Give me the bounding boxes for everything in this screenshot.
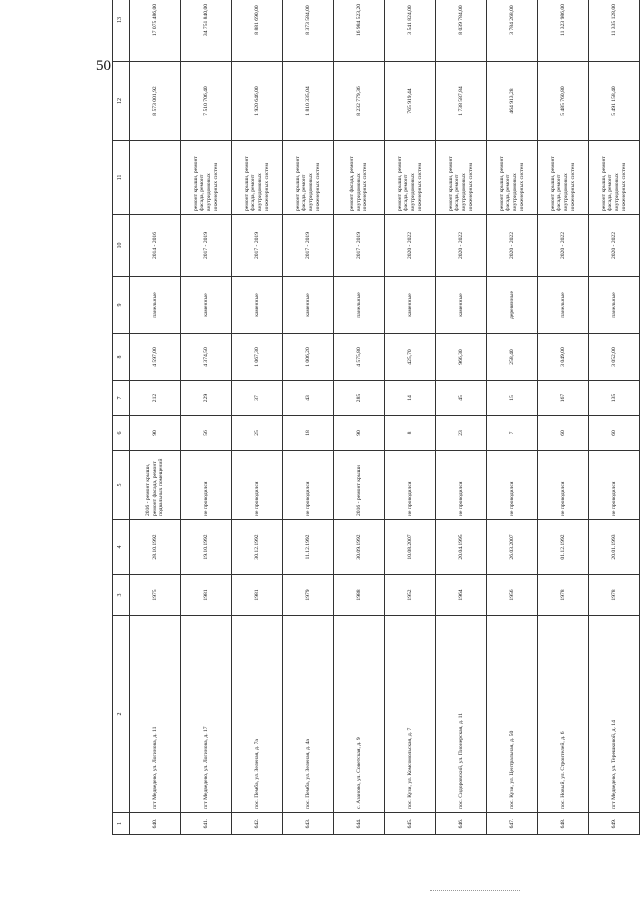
year-built-cell: 1964 bbox=[436, 575, 487, 616]
repair-period-cell: 2014 - 2016 bbox=[130, 215, 181, 277]
repair-period-cell: 2017 - 2019 bbox=[181, 215, 232, 277]
table-row bbox=[283, 0, 334, 835]
header-cell: 4 bbox=[113, 520, 130, 575]
wall-material-cell: панельные bbox=[130, 277, 181, 334]
residents-cell: 45 bbox=[436, 381, 487, 416]
table-row bbox=[589, 0, 640, 835]
area-cell: 4 374,50 bbox=[181, 334, 232, 381]
year-built-cell: 1988 bbox=[334, 575, 385, 616]
total-cost-cell: 8 373 584,00 bbox=[283, 0, 334, 62]
address-cell: пос. Кузи, ул. Комсомольская, д. 7 bbox=[385, 616, 436, 813]
total-cost-cell: 11 335 128,00 bbox=[589, 0, 640, 62]
previous-repair-cell: не проводился bbox=[538, 451, 589, 520]
planned-works-cell: ремонт крыши, ремонт фасада, ремонт внутридомовых инженерных систем bbox=[181, 141, 232, 215]
row-number-cell: 646. bbox=[436, 813, 487, 835]
residents-cell: 229 bbox=[181, 381, 232, 416]
area-cell: 4 575,80 bbox=[334, 334, 385, 381]
table-row bbox=[487, 0, 538, 835]
planned-works-cell: ремонт крыши, ремонт фасада, ремонт внутридомовых инженерных систем bbox=[436, 141, 487, 215]
header-cell: 2 bbox=[113, 616, 130, 813]
cost-cell: 5 485 760,80 bbox=[538, 62, 589, 141]
previous-repair-cell: 2016 - ремонт крыши bbox=[334, 451, 385, 520]
year-built-cell: 1956 bbox=[487, 575, 538, 616]
year-built-cell: 1978 bbox=[589, 575, 640, 616]
area-cell: 3 052,00 bbox=[589, 334, 640, 381]
residents-cell: 15 bbox=[487, 381, 538, 416]
date-cell: 01.12.1992 bbox=[538, 520, 589, 575]
date-cell: 19.10.1992 bbox=[181, 520, 232, 575]
apartments-cell: 90 bbox=[130, 416, 181, 451]
header-cell: 10 bbox=[113, 215, 130, 277]
year-built-cell: 1952 bbox=[385, 575, 436, 616]
cost-cell: 464 913,28 bbox=[487, 62, 538, 141]
year-built-cell: 1979 bbox=[283, 575, 334, 616]
total-cost-cell: 34 751 840,00 bbox=[181, 0, 232, 62]
cost-cell: 8 573 001,92 bbox=[130, 62, 181, 141]
residents-cell: 285 bbox=[334, 381, 385, 416]
wall-material-cell: каменные bbox=[436, 277, 487, 334]
total-cost-cell: 3 541 824,00 bbox=[385, 0, 436, 62]
header-cell: 3 bbox=[113, 575, 130, 616]
wall-material-cell: деревянные bbox=[487, 277, 538, 334]
planned-works-cell: ремонт крыши, ремонт фасада, ремонт внутридомовых инженерных систем bbox=[487, 141, 538, 215]
date-cell: 30.12.1992 bbox=[232, 520, 283, 575]
row-number-cell: 643. bbox=[283, 813, 334, 835]
date-cell: 30.09.1992 bbox=[334, 520, 385, 575]
wall-material-cell: каменные bbox=[232, 277, 283, 334]
total-cost-cell: 8 881 690,00 bbox=[232, 0, 283, 62]
address-cell: пос. Новый, ул. Строителей, д. 6 bbox=[538, 616, 589, 813]
table-row bbox=[385, 0, 436, 835]
cost-cell: 5 491 158,40 bbox=[589, 62, 640, 141]
residents-cell: 43 bbox=[283, 381, 334, 416]
row-number-cell: 642. bbox=[232, 813, 283, 835]
apartments-cell: 60 bbox=[538, 416, 589, 451]
planned-works-cell: ремонт крыши, ремонт фасада, ремонт внутридомовых инженерных систем bbox=[385, 141, 436, 215]
apartments-cell: 25 bbox=[232, 416, 283, 451]
total-cost-cell: 8 039 784,00 bbox=[436, 0, 487, 62]
address-cell: пос. Сидоровский, ул. Пионерская, д. 11 bbox=[436, 616, 487, 813]
planned-works-cell: ремонт крыши, ремонт фасада, ремонт внутридомовых инженерных систем bbox=[283, 141, 334, 215]
cost-cell: 1 810 335,04 bbox=[283, 62, 334, 141]
planned-works-cell: ремонт крыши, ремонт фасада, ремонт внутридомовых инженерных систем bbox=[232, 141, 283, 215]
repair-period-cell: 2017 - 2019 bbox=[334, 215, 385, 277]
housing-repair-table bbox=[112, 0, 640, 835]
wall-material-cell: каменные bbox=[181, 277, 232, 334]
table-row bbox=[334, 0, 385, 835]
header-cell: 11 bbox=[113, 141, 130, 215]
table-row bbox=[538, 0, 589, 835]
header-cell: 9 bbox=[113, 277, 130, 334]
area-cell: 966,30 bbox=[436, 334, 487, 381]
previous-repair-cell: не проводился bbox=[487, 451, 538, 520]
rotated-register-table bbox=[112, 3, 632, 835]
apartments-cell: 23 bbox=[436, 416, 487, 451]
repair-period-cell: 2020 - 2022 bbox=[487, 215, 538, 277]
planned-works-cell: ремонт крыши, ремонт фасада, ремонт внутридомовых инженерных систем bbox=[538, 141, 589, 215]
residents-cell: 37 bbox=[232, 381, 283, 416]
year-built-cell: 1978 bbox=[538, 575, 589, 616]
wall-material-cell: панельные bbox=[538, 277, 589, 334]
row-number-cell: 640. bbox=[130, 813, 181, 835]
total-cost-cell: 17 075 486,00 bbox=[130, 0, 181, 62]
previous-repair-cell: 2016 - ремонт крыши, ремонт фасада, ремонт подвальных помещений bbox=[130, 451, 181, 520]
cost-cell: 765 919,44 bbox=[385, 62, 436, 141]
total-cost-cell: 11 323 986,00 bbox=[538, 0, 589, 62]
planned-works-cell: ремонт фасада, ремонт внутридомовых инженерных систем bbox=[334, 141, 385, 215]
apartments-cell: 56 bbox=[181, 416, 232, 451]
row-number-cell: 644. bbox=[334, 813, 385, 835]
header-cell: 1 bbox=[113, 813, 130, 835]
previous-repair-cell: не проводился bbox=[283, 451, 334, 520]
wall-material-cell: панельные bbox=[589, 277, 640, 334]
area-cell: 3 049,00 bbox=[538, 334, 589, 381]
header-cell: 7 bbox=[113, 381, 130, 416]
address-cell: с. Азаново, ул. Советская, д. 9 bbox=[334, 616, 385, 813]
area-cell: 425,70 bbox=[385, 334, 436, 381]
area-cell: 4 597,00 bbox=[130, 334, 181, 381]
apartments-cell: 18 bbox=[283, 416, 334, 451]
header-cell: 5 bbox=[113, 451, 130, 520]
apartments-cell: 90 bbox=[334, 416, 385, 451]
table-row bbox=[232, 0, 283, 835]
apartments-cell: 8 bbox=[385, 416, 436, 451]
row-number-cell: 647. bbox=[487, 813, 538, 835]
total-cost-cell: 16 984 523,20 bbox=[334, 0, 385, 62]
previous-repair-cell: не проводился bbox=[232, 451, 283, 520]
date-cell: 10.08.2007 bbox=[385, 520, 436, 575]
header-cell: 8 bbox=[113, 334, 130, 381]
wall-material-cell: каменные bbox=[283, 277, 334, 334]
previous-repair-cell: не проводился bbox=[181, 451, 232, 520]
repair-period-cell: 2020 - 2022 bbox=[436, 215, 487, 277]
repair-period-cell: 2020 - 2022 bbox=[589, 215, 640, 277]
row-number-cell: 649. bbox=[589, 813, 640, 835]
date-cell: 20.01.1993 bbox=[589, 520, 640, 575]
area-cell: 1 067,30 bbox=[232, 334, 283, 381]
row-number-cell: 641. bbox=[181, 813, 232, 835]
residents-cell: 14 bbox=[385, 381, 436, 416]
repair-period-cell: 2020 - 2022 bbox=[385, 215, 436, 277]
previous-repair-cell: не проводился bbox=[385, 451, 436, 520]
row-number-cell: 645. bbox=[385, 813, 436, 835]
year-built-cell: 1975 bbox=[130, 575, 181, 616]
header-cell: 12 bbox=[113, 62, 130, 141]
previous-repair-cell: не проводился bbox=[589, 451, 640, 520]
page-number: 50 bbox=[96, 58, 111, 74]
date-cell: 26.03.2007 bbox=[487, 520, 538, 575]
repair-period-cell: 2017 - 2019 bbox=[232, 215, 283, 277]
date-cell: 11.12.1992 bbox=[283, 520, 334, 575]
residents-cell: 167 bbox=[538, 381, 589, 416]
header-cell: 6 bbox=[113, 416, 130, 451]
header-cell: 13 bbox=[113, 0, 130, 62]
total-cost-cell: 3 784 268,00 bbox=[487, 0, 538, 62]
scan-artifact bbox=[430, 886, 520, 891]
wall-material-cell: панельные bbox=[334, 277, 385, 334]
address-cell: пос. Пемба, ул. Зеленая, д. 7а bbox=[232, 616, 283, 813]
table-row bbox=[130, 0, 181, 835]
residents-cell: 212 bbox=[130, 381, 181, 416]
apartments-cell: 60 bbox=[589, 416, 640, 451]
address-cell: пгт Медведево, ул. Логинова, д. 17 bbox=[181, 616, 232, 813]
planned-works-cell bbox=[130, 141, 181, 215]
address-cell: пгт Медведево, ул. Логинова, д. 11 bbox=[130, 616, 181, 813]
area-cell: 258,40 bbox=[487, 334, 538, 381]
address-cell: пгт Медведево, ул. Терешковой, д. 14 bbox=[589, 616, 640, 813]
year-built-cell: 1981 bbox=[181, 575, 232, 616]
table-row bbox=[181, 0, 232, 835]
table-row bbox=[436, 0, 487, 835]
cost-cell: 8 232 779,36 bbox=[334, 62, 385, 141]
repair-period-cell: 2020 - 2022 bbox=[538, 215, 589, 277]
header-row bbox=[113, 0, 130, 835]
apartments-cell: 7 bbox=[487, 416, 538, 451]
previous-repair-cell: не проводился bbox=[436, 451, 487, 520]
area-cell: 1 006,20 bbox=[283, 334, 334, 381]
table-body bbox=[113, 0, 640, 835]
row-number-cell: 648. bbox=[538, 813, 589, 835]
date-cell: 28.10.1992 bbox=[130, 520, 181, 575]
cost-cell: 1 920 646,00 bbox=[232, 62, 283, 141]
planned-works-cell: ремонт крыши, ремонт фасада, ремонт внутридомовых инженерных систем bbox=[589, 141, 640, 215]
address-cell: пос. Пемба, ул. Зеленая, д. 4а bbox=[283, 616, 334, 813]
repair-period-cell: 2017 - 2019 bbox=[283, 215, 334, 277]
cost-cell: 7 510 706,40 bbox=[181, 62, 232, 141]
address-cell: пос. Кузи, ул. Центральная, д. 50 bbox=[487, 616, 538, 813]
wall-material-cell: каменные bbox=[385, 277, 436, 334]
cost-cell: 1 738 587,84 bbox=[436, 62, 487, 141]
date-cell: 20.04.1995 bbox=[436, 520, 487, 575]
year-built-cell: 1981 bbox=[232, 575, 283, 616]
residents-cell: 135 bbox=[589, 381, 640, 416]
